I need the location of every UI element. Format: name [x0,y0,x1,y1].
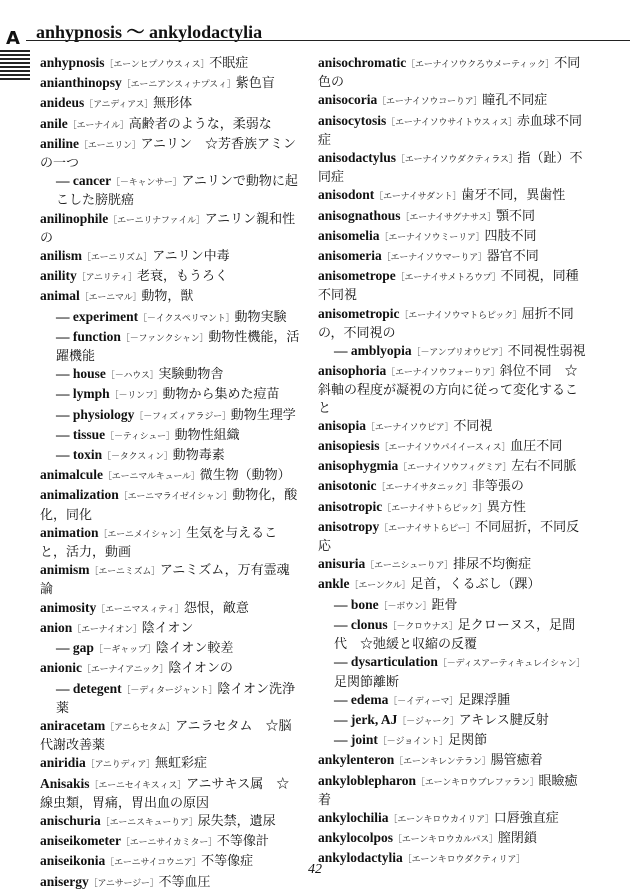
headword: anisopia [318,417,367,433]
headword: Anisakis [40,775,90,791]
pronunciation: ［－リンフ］ [109,391,163,402]
definition: 眼瞼癒着 [318,773,578,808]
pronunciation: ［エーナイソウクろウメーティック］ [406,60,555,70]
header-rule [26,40,630,41]
headword: — bone [334,596,379,612]
definition: 不眠症 [209,56,249,71]
definition: 不同視性弱視 [507,344,586,360]
pronunciation: ［エーニサイカミター］ [120,838,217,849]
pronunciation: ［エーニマスィティ］ [96,604,184,615]
headword: anility [40,268,77,284]
pronunciation: ［エーナイサトらピック］ [382,503,487,514]
dictionary-entry [40,115,302,135]
headword: — detegent [56,680,122,696]
definition: 動物化，酸化，同化 [40,488,298,523]
pronunciation: ［エーニマライゼイシャン］ [118,492,233,503]
headword: — experiment [56,308,139,324]
definition: 不等血圧 [158,874,211,890]
headword: — gap [56,640,94,656]
pronunciation: ［エーニリン］ [79,140,141,151]
definition: 無形体 [153,96,193,112]
pronunciation: ［エーナイサタニック］ [376,483,472,494]
definition: 排尿不均衡症 [453,557,532,573]
dictionary-entry [40,135,302,172]
pronunciation: ［エーナイソウフォーりア］ [386,368,500,379]
definition: 膣閉鎖 [497,831,537,847]
pronunciation: ［アニディアス］ [84,100,154,111]
definition: 動物毒素 [172,448,225,464]
pronunciation: ［エーナイサトらピー］ [379,523,476,534]
definition: 不同屈折，不同反応 [318,519,580,555]
dictionary-entry [40,486,302,523]
headword: ankylocolpos [318,830,394,846]
headword: animation [40,524,99,540]
dictionary-entry [318,772,586,809]
definition: 動物，獣 [141,289,194,305]
headword: aniridia [40,755,86,771]
definition: 顎不同 [496,208,536,224]
definition: アキレス腱反射 [458,712,549,728]
dictionary-entry [40,524,302,561]
dictionary-entry [40,54,302,74]
pronunciation: ［エーニリズム］ [82,253,153,264]
pronunciation: ［エーニメイシャン］ [98,529,187,540]
headword: anisophoria [318,363,387,379]
dictionary-entry [318,207,586,227]
headword: ankylenteron [318,752,395,768]
dictionary-entry [318,477,586,497]
pronunciation: ［エーニアンスィナプスィ］ [121,80,236,91]
dictionary-entry [40,812,302,832]
definition: 動物から集めた痘苗 [162,387,280,403]
definition: 動物性機能，活躍機能 [56,329,300,365]
sub-entry [318,731,586,751]
left-column [40,54,302,893]
sub-entry [40,426,302,446]
page-header [0,0,630,50]
dictionary-entry [40,287,302,307]
headword: anisergy [40,873,89,889]
headword: anisotropy [318,518,380,534]
definition: 左右不同脈 [511,459,577,475]
definition: 斜位不同 ☆斜軸の程度が凝視の方向に従って変化すること [318,364,579,416]
headword: anisocytosis [318,112,387,128]
pronunciation: ［－ボウン］ [378,601,432,612]
headword: anisotropic [318,498,383,514]
pronunciation: ［－ジョイント］ [377,737,449,748]
pronunciation: ［－ティシュー］ [105,431,175,442]
pronunciation: ［エーニミズム］ [89,567,160,578]
definition: 動物性組織 [174,427,240,443]
headword: anilism [40,248,83,264]
sub-entry [40,406,302,426]
headword: — physiology [56,406,135,422]
sub-entry [40,680,302,717]
definition: 足関節離断 [334,674,400,690]
sub-entry [40,639,302,659]
definition: 陰イオン較差 [155,641,234,657]
sub-entry [40,172,302,209]
definition: 腸管癒着 [490,753,543,769]
pronunciation: ［－フィズィアラジー］ [134,411,231,422]
dictionary-entry [40,74,302,94]
headword: anisochromatic [318,55,407,70]
headword: animalcule [40,467,103,483]
headword: anisomelia [318,227,380,243]
headword: — jerk, AJ [334,711,398,727]
pronunciation: ［アニリティ］ [76,273,138,284]
pronunciation: ［－ジャーク］ [397,716,459,727]
definition: 尿失禁，遺尿 [197,813,276,829]
headword: ankylochilia [318,809,389,825]
page-number: 42 [308,862,322,877]
definition: 不等像計 [216,834,269,850]
headword: — clonus [334,616,388,632]
definition: アニリン ☆芳香族アミンの一つ [40,136,296,172]
dictionary-entry [40,619,302,639]
sub-entry [40,446,302,466]
definition: 怨恨，敵意 [183,600,249,616]
definition: 非等張の [471,479,524,495]
pronunciation: ［エーナイサグナサス］ [400,212,496,223]
sub-entry [40,308,302,328]
pronunciation: ［エーナイサダント］ [374,192,462,203]
definition: 紫色盲 [235,76,275,92]
headword: anisophygmia [318,458,399,474]
dictionary-entry [40,247,302,267]
dictionary-entry [318,498,586,518]
section-letter: A [6,28,20,49]
pronunciation: ［－ファンクシャン］ [120,333,209,344]
dictionary-entry [318,555,586,575]
sub-entry [40,385,302,405]
definition: 器官不同 [486,249,539,265]
sub-entry [318,596,586,616]
pronunciation: ［－クロウナス］ [387,621,458,632]
definition: 四肢不同 [484,228,537,244]
pronunciation: ［エーナイソウダクティラス］ [396,155,518,166]
pronunciation: ［－ディスアーティキュレイシャン］ [437,659,586,670]
headword: — house [56,366,106,382]
headword: animosity [40,599,97,615]
headword: — tissue [56,426,106,442]
pronunciation: ［エーンキロウブレファラン］ [416,777,539,788]
headword: — amblyopia [334,343,412,359]
dictionary-entry [318,247,586,267]
headword: aniseikonia [40,853,106,869]
definition: アニリン中毒 [152,249,230,265]
dictionary-entry [40,466,302,486]
pronunciation: ［－ギャップ］ [93,645,156,656]
dictionary-entry [318,417,586,437]
pronunciation: ［－ハウス］ [105,371,159,382]
headword: aniseikometer [40,833,121,849]
definition: 足首，くるぶし（踝） [410,577,541,593]
definition: アニサキス属 ☆線虫類，胃痛，胃出血の原因 [40,776,290,811]
definition: 口唇強直症 [493,810,559,826]
headword: anischuria [40,812,101,828]
dictionary-entry [318,267,586,304]
sub-entry [318,342,586,362]
headword: ankylodactylia [318,850,403,866]
pronunciation: ［エーンキロウダクティリア］ [402,855,525,866]
headword: anisocoria [318,92,378,108]
pronunciation: ［－タクスィン］ [102,452,173,463]
dictionary-entry [318,112,586,149]
dictionary-entry [318,54,586,91]
definition: アニリンで動物に起こした膀胱癌 [56,174,298,209]
headword: anianthinopsy [40,75,122,91]
pronunciation: ［－アンブリオウピア］ [411,348,508,359]
dictionary-entry [40,599,302,619]
pronunciation: ［エーンキレンテラン］ [394,757,491,768]
pronunciation: ［エーナイソウマーりア］ [381,253,487,264]
pronunciation: ［エーンキロウカイリア］ [388,814,494,825]
definition: アニラセタム ☆脳代謝改善薬 [40,718,292,754]
dictionary-entry [318,751,586,771]
dictionary-entry [318,518,586,555]
pronunciation: ［－キャンサー］ [111,178,182,189]
definition: 実験動物舎 [158,367,224,383]
headword: ankle [318,576,350,592]
dictionary-entry [318,829,586,849]
pronunciation: ［エーナイル］ [67,120,129,131]
definition: 動物生理学 [230,407,296,423]
headword: anisuria [318,556,366,572]
pronunciation: ［エーニリナファイル］ [108,215,205,226]
definition: 不等像症 [201,854,254,870]
pronunciation: ［エーナイソウサイトウスィス］ [386,117,518,128]
dictionary-entry [318,437,586,457]
definition: 屈折不同の，不同視の [318,306,574,341]
pronunciation: ［エーナイオン］ [72,624,142,635]
headword: aniline [40,135,80,151]
right-column [318,54,586,870]
pronunciation: ［エーナイソウコーりア］ [377,97,483,108]
dictionary-entry [318,91,586,111]
definition: 血圧不同 [510,439,563,455]
pronunciation: ［エーナイソウミーリア］ [379,232,485,243]
headword: — cancer [56,173,112,189]
definition: 足踝浮腫 [458,692,511,708]
sub-entry [318,653,586,690]
pronunciation: ［エーニマル］ [79,293,142,304]
dictionary-entry [40,775,302,812]
headword: — joint [334,732,378,748]
definition: 老衰，もうろく [137,269,229,285]
headword: anisotonic [318,478,377,494]
definition: アニミズム，万有霊魂論 [40,563,290,598]
dictionary-entry [318,186,586,206]
definition: 動物実験 [234,309,287,325]
definition: 歯牙不同，異歯性 [461,188,566,204]
definition: アニリン親和性の [40,211,296,246]
page-title: anhypnosis ～ ankylodactylia [36,22,263,42]
headword: anisometrope [318,268,396,284]
definition: 不同色の [318,56,581,91]
definition: 指（趾）不同症 [318,151,583,186]
dictionary-entry [318,575,586,595]
dictionary-entry [318,227,586,247]
headword: aniracetam [40,717,106,733]
pronunciation: ［エーニマルキュール］ [103,472,200,483]
headword: — lymph [56,386,110,402]
pronunciation: ［エーナイサメトろウプ］ [395,273,501,284]
definition: 無虹彩症 [155,756,208,772]
definition: 不同視 [453,418,493,434]
headword: ankyloblepharon [318,772,417,788]
headword: anisometropic [318,305,400,321]
definition: 陰イオン [141,620,194,636]
definition: 陰イオン洗浄薬 [56,681,295,716]
headword: anisomeria [318,248,382,264]
headword: anisodactylus [318,150,397,166]
pronunciation: ［エーニセイキスィス］ [89,780,187,791]
definition: 生気を与えること，活力，動画 [40,525,278,561]
sub-entry [40,365,302,385]
dictionary-entry [40,717,302,754]
pronunciation: ［アニサージー］ [88,878,159,889]
pronunciation: ［エーニスキューりア］ [100,817,198,828]
dictionary-entry [318,362,586,417]
pronunciation: ［エーナイソウマトらピック］ [399,310,522,321]
dictionary-entry [318,457,586,477]
pronunciation: ［アニらセタム］ [105,722,176,733]
sub-entry [318,711,586,731]
pronunciation: ［エーナイアニック］ [82,665,169,676]
headword: animal [40,288,80,304]
definition: 距骨 [431,597,458,613]
pronunciation: ［－イクスペリマント］ [138,313,235,324]
definition: 瞳孔不同症 [482,93,548,109]
definition: 赤血球不同症 [318,113,583,148]
definition: 異方性 [486,499,526,515]
sub-entry [318,691,586,711]
headword: anile [40,115,68,131]
dictionary-entry [318,305,586,342]
pronunciation: ［－ディタージャント］ [121,685,218,696]
pronunciation: ［エーナイソウピア］ [366,422,454,433]
headword: anhypnosis [40,55,105,70]
headword: anisognathous [318,207,401,223]
sub-entry [318,616,586,653]
pronunciation: ［アニりディア］ [85,760,155,771]
headword: anisodont [318,187,375,203]
pronunciation: ［エーンクル］ [349,581,411,592]
headword: animism [40,562,90,578]
headword: — function [56,328,121,344]
dictionary-entry [318,809,586,829]
headword: anion [40,619,73,635]
dictionary-entry [40,832,302,852]
pronunciation: ［エーナイソウフィグミア］ [398,463,512,474]
pronunciation: ［エーニサイコウニア］ [105,858,202,869]
pronunciation: ［エーナイソウパイイースィス］ [379,443,511,454]
dictionary-entry [40,561,302,598]
definition: 不同視，同種不同視 [318,269,579,304]
headword: anisopiesis [318,438,380,454]
headword: animalization [40,487,119,503]
sub-entry [40,328,302,365]
headword: anideus [40,95,85,111]
definition: 微生物（動物） [199,468,291,484]
dictionary-entry [40,659,302,679]
definition: 高齢者のような，柔弱な [128,116,272,132]
headword: — toxin [56,447,103,463]
definition: 陰イオンの [168,661,233,677]
pronunciation: ［エーンキロウカルパス］ [393,835,498,846]
thumb-index-stripes [0,50,30,82]
headword: — dysarticulation [334,654,438,670]
dictionary-entry [40,754,302,774]
dictionary-entry [40,94,302,114]
dictionary-entry [40,210,302,247]
pronunciation: ［エーンヒプノウスィス］ [104,60,210,70]
dictionary-entry [318,149,586,186]
headword: anionic [40,660,83,676]
definition: 足関節 [448,733,488,749]
dictionary-entry [40,267,302,287]
pronunciation: ［－イディーマ］ [388,696,459,707]
definition: 足クローヌス，足間代 ☆弛緩と収縮の反覆 [334,617,576,653]
pronunciation: ［エーニシューりア］ [365,561,454,572]
headword: — edema [334,691,389,707]
headword: anilinophile [40,210,109,226]
